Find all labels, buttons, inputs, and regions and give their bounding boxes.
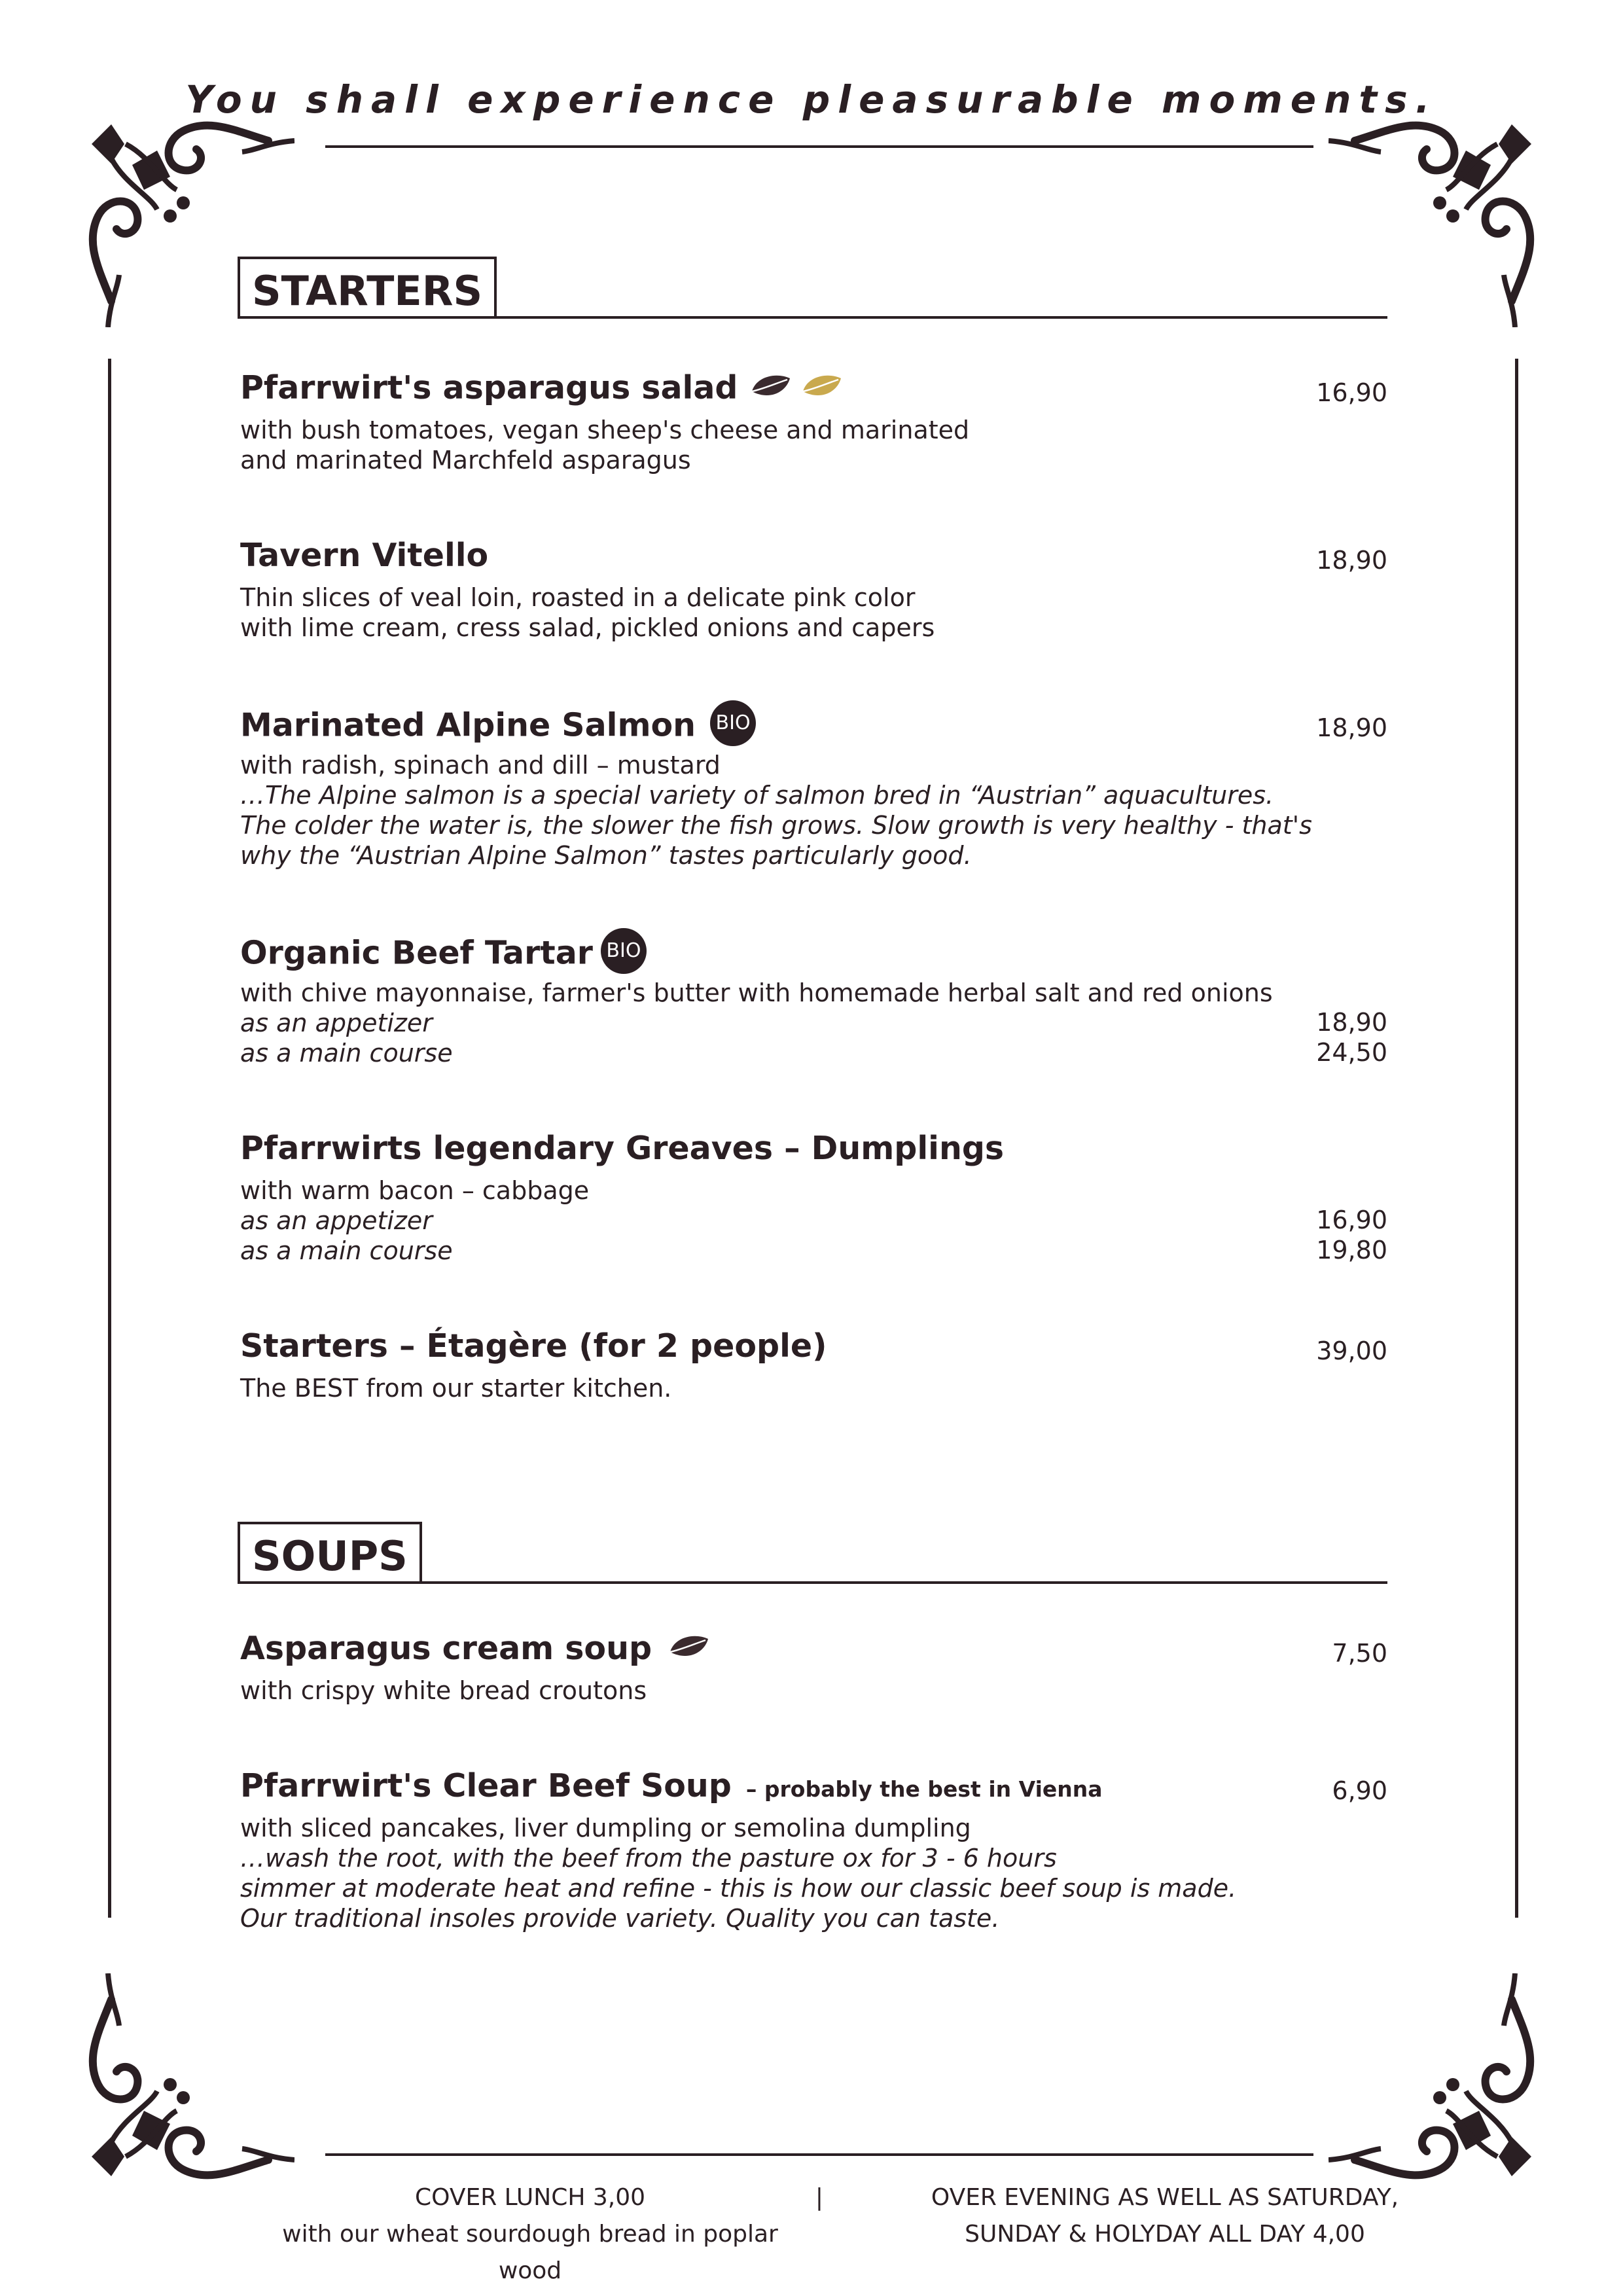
ornament-bottom-right-icon — [1329, 1973, 1551, 2196]
item-note-line: why the “Austrian Alpine Salmon” tastes particularly good. — [240, 841, 972, 870]
item-note-line: simmer at moderate heat and refine - this is how our classic beef soup is made. — [240, 1874, 1237, 1903]
footer-line: COVER LUNCH 3,00 — [414, 2184, 646, 2211]
ornament-top-right-icon — [1329, 105, 1551, 327]
footer-line: with our wheat sourdough bread in poplar wood — [282, 2221, 778, 2284]
item-subtitle: – probably the best in Vienna — [745, 1776, 1103, 1802]
item-name: Organic Beef Tartar — [240, 934, 593, 972]
menu-item-asparagus-salad — [240, 369, 844, 406]
item-description-line: Thin slices of veal loin, roasted in a delicate pink color — [240, 583, 916, 612]
vegetarian-leaf-icon — [749, 372, 793, 403]
vegetarian-leaf-icon — [668, 1632, 711, 1664]
option-price: 18,90 — [1316, 1008, 1387, 1037]
ornament-bottom-left-icon — [72, 1973, 294, 2196]
item-description-line: with bush tomatoes, vegan sheep's cheese and marinated — [240, 416, 970, 444]
option-price: 16,90 — [1316, 1206, 1387, 1234]
soups-underline — [238, 1581, 1387, 1584]
menu-item-starters-etagere: Starters – Étagère (for 2 people) — [240, 1327, 827, 1365]
section-title-soups: SOUPS — [238, 1522, 422, 1582]
item-name: Marinated Alpine Salmon — [240, 706, 696, 744]
top-divider — [325, 145, 1313, 148]
item-description-line: with sliced pancakes, liver dumpling or semolina dumpling — [240, 1814, 971, 1842]
option-price: 24,50 — [1316, 1038, 1387, 1067]
bottom-divider — [325, 2153, 1313, 2156]
footer-cover-evening — [903, 2179, 1427, 2253]
item-note-line: The colder the water is, the slower the fish grows. Slow growth is very healthy - that's — [240, 811, 1312, 840]
item-description-line: and marinated Marchfeld asparagus — [240, 446, 691, 475]
starters-underline — [238, 316, 1387, 319]
item-note-line: …wash the root, with the beef from the pasture ox for 3 - 6 hours — [240, 1844, 1057, 1873]
menu-item-beef-tartar — [240, 932, 647, 978]
menu-item-alpine-salmon — [240, 704, 756, 750]
option-price: 19,80 — [1316, 1236, 1387, 1265]
bio-badge: BIO — [601, 928, 647, 974]
tagline: You shall experience pleasurable moments. — [185, 77, 1438, 122]
item-price: 16,90 — [1316, 378, 1387, 407]
item-description-line: The BEST from our starter kitchen. — [240, 1374, 672, 1403]
item-price: 18,90 — [1316, 713, 1387, 742]
item-note-line: Our traditional insoles provide variety. Quality you can taste. — [240, 1904, 1000, 1933]
footer-line: SUNDAY & HOLYDAY ALL DAY 4,00 — [965, 2221, 1365, 2248]
frame-right-line — [1515, 359, 1518, 1918]
menu-item-greaves-dumplings: Pfarrwirts legendary Greaves – Dumplings — [240, 1130, 1005, 1167]
option-label: as an appetizer — [240, 1206, 433, 1235]
footer-cover-lunch — [249, 2179, 812, 2289]
option-label: as a main course — [240, 1236, 453, 1265]
bio-badge: BIO — [710, 700, 756, 746]
item-description-line: with warm bacon – cabbage — [240, 1176, 590, 1205]
vegan-leaf-icon — [800, 372, 844, 403]
menu-item-asparagus-soup — [240, 1630, 711, 1667]
option-label: as a main course — [240, 1039, 453, 1067]
footer-separator: | — [815, 2184, 824, 2211]
item-name: Asparagus cream soup — [240, 1630, 652, 1667]
item-note-line: …The Alpine salmon is a special variety of salmon bred in “Austrian” aquacultures. — [240, 781, 1274, 810]
item-description-line: with crispy white bread croutons — [240, 1676, 647, 1705]
frame-left-line — [108, 359, 111, 1918]
item-description-line: with lime cream, cress salad, pickled onions and capers — [240, 613, 935, 642]
item-price: 39,00 — [1316, 1336, 1387, 1365]
menu-item-clear-beef-soup — [240, 1767, 1103, 1804]
item-name: Pfarrwirt's asparagus salad — [240, 369, 738, 406]
menu-item-tavern-vitello: Tavern Vitello — [240, 537, 489, 574]
item-price: 18,90 — [1316, 546, 1387, 575]
item-price: 6,90 — [1332, 1776, 1387, 1805]
section-title-starters: STARTERS — [238, 257, 497, 317]
item-name: Pfarrwirt's Clear Beef Soup — [240, 1767, 732, 1804]
footer-line: OVER EVENING AS WELL AS SATURDAY, — [931, 2184, 1399, 2211]
item-description-line: with chive mayonnaise, farmer's butter with homemade herbal salt and red onions — [240, 978, 1273, 1007]
item-description-line: with radish, spinach and dill – mustard — [240, 751, 721, 780]
option-label: as an appetizer — [240, 1009, 433, 1037]
item-price: 7,50 — [1332, 1639, 1387, 1668]
